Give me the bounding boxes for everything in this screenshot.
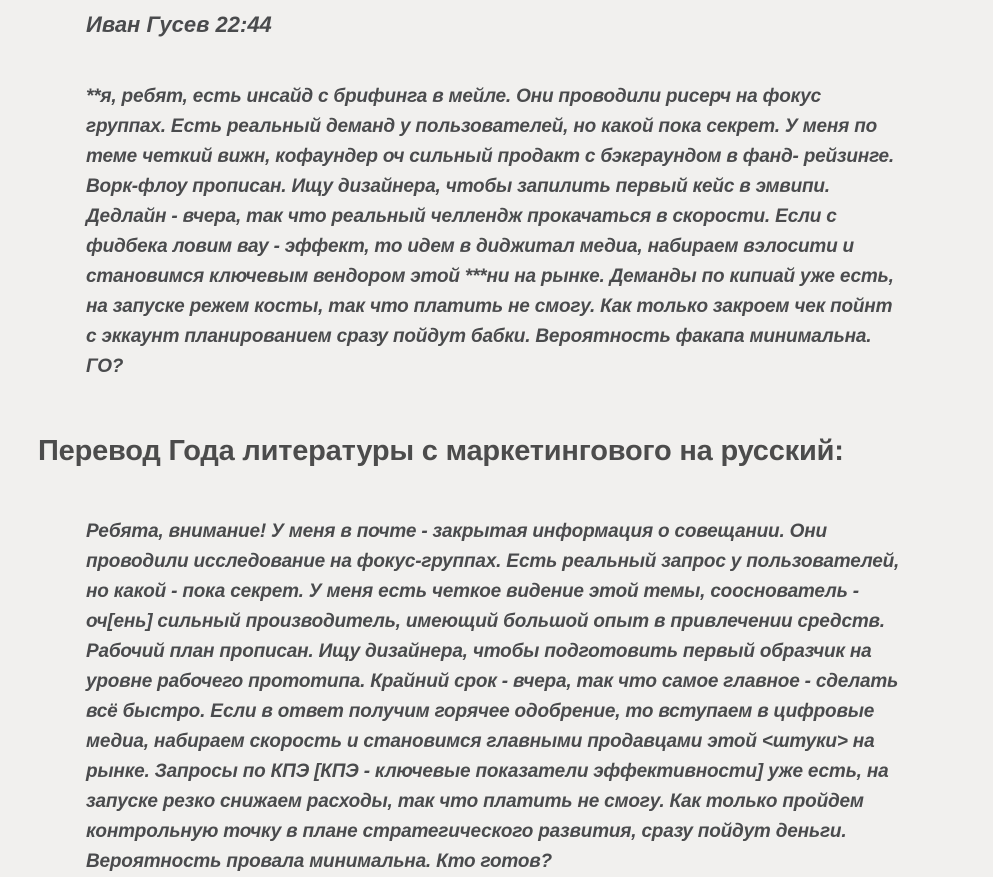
- translation-heading: Перевод Года литературы с маркетингового на русский:: [38, 435, 844, 467]
- message-author-line: Иван Гусев 22:44: [86, 12, 272, 37]
- original-message-quote: **я, ребят, есть инсайд с брифинга в мейле. Они проводили рисерч на фокус группах. Есть реальный деманд у пользователей, но какой пока секрет. У меня по теме четкий вижн, кофаундер оч сильный продакт с бэкграундом в фанд- рейзинге. Ворк-флоу прописан. Ищу дизайнера, чтобы запилить первый кейс в эмвипи. Дедлайн - вчера, так что реальный челлендж прокачаться в скорости. Если с фидбека ловим вау - эффект, то идем в диджитал медиа, набираем вэлосити и становимся ключевым вендором этой ***ни на рынке. Деманды по кипиай уже есть, на запуске режем косты, так что платить не смогу. Как только закроем чек пойнт с эккаунт планированием сразу пойдут бабки. Вероятность факапа минимальна. ГО?: [86, 86, 894, 377]
- translated-message-quote: Ребята, внимание! У меня в почте - закрытая информация о совещании. Они проводили исследование на фокус-группах. Есть реальный запрос у пользователей, но какой - пока секрет. У меня есть четкое видение этой темы, сооснователь - оч[ень] сильный производитель, имеющий большой опыт в привлечении средств. Рабочий план прописан. Ищу дизайнера, чтобы подготовить первый образчик на уровне рабочего прототипа. Крайний срок - вчера, так что самое главное - сделать всё быстро. Если в ответ получим горячее одобрение, то вступаем в цифровые медиа, набираем скорость и становимся главными продавцами этой <штуки> на рынке. Запросы по КПЭ [КПЭ - ключевые показатели эффективности] уже есть, на запуске резко снижаем расходы, так что платить не смогу. Как только пройдем контрольную точку в плане стратегического развития, сразу пойдут деньги. Вероятность провала минимальна. Кто готов?: [86, 521, 900, 872]
